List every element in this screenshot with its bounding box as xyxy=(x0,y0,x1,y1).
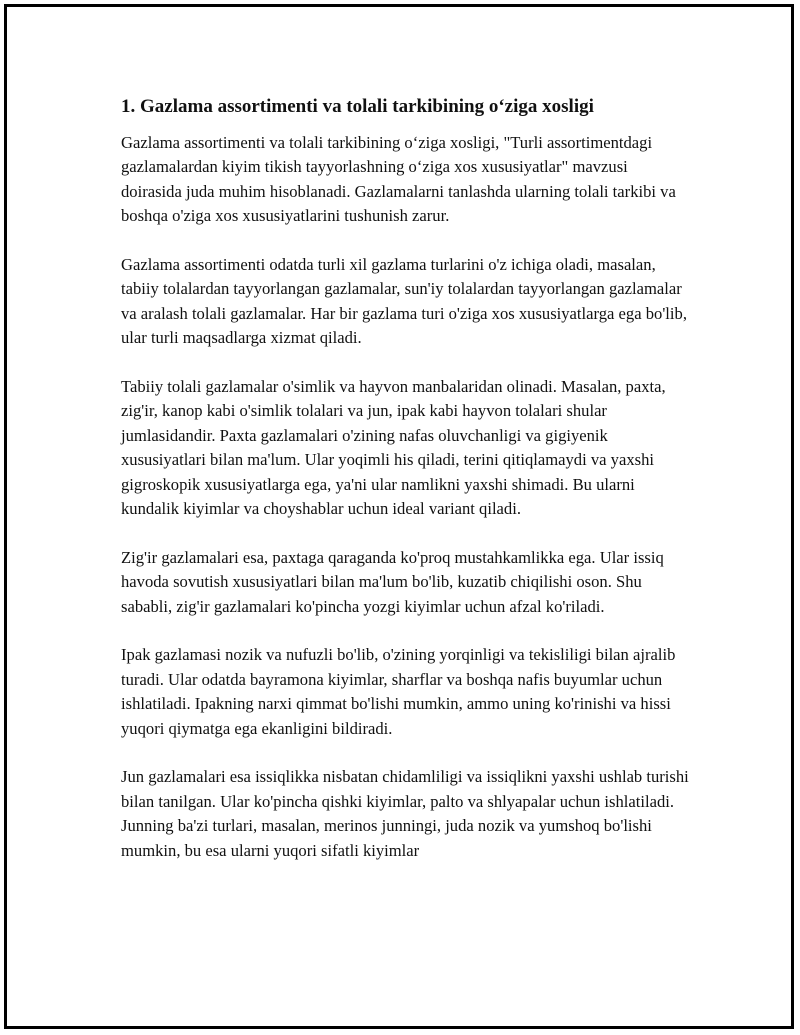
paragraph-natural-fibers: Tabiiy tolali gazlamalar o'simlik va hayvon manbalaridan olinadi. Masalan, paxta, zig'ir, kanop kabi o'simlik tolalari va jun, ipak kabi hayvon tolalari shular jumlasidandir. Paxta gazlamalari o'zining nafas oluvchanligi va gigiyenik xususiyatlari bilan ma'lum. Ular yoqimli his qiladi, terini qitiqlamaydi va yaxshi gigroskopik xususiyatlarga ega, ya'ni ular namlikni yaxshi shimadi. Bu ularni kundalik kiyimlar va choyshablar uchun ideal variant qiladi. xyxy=(121,377,666,519)
paragraph-linen: Zig'ir gazlamalari esa, paxtaga qaraganda ko'proq mustahkamlikka ega. Ular issiq havoda sovutish xususiyatlari bilan ma'lum bo'lib, kuzatib chiqilishi oson. Shu sababli, zig'ir gazlamalari ko'pincha yozgi kiyimlar uchun afzal ko'riladi. xyxy=(121,547,664,616)
document-page xyxy=(4,4,794,1029)
paragraph-intro: Gazlama assortimenti va tolali tarkibining o‘ziga xosligi, "Turli assortimentdagi gazlamalardan kiyim tikish tayyorlashning o‘ziga xos xususiyatlar" mavzusi doirasida juda muhim hisoblanadi. Gazlamalarni tanlashda ularning tolali tarkibi va boshqa o'ziga xos xususiyatlarini tushunish zarur. xyxy=(121,133,676,226)
paragraph-wool: Jun gazlamalari esa issiqlikka nisbatan chidamliligi va issiqlikni yaxshi ushlab turishi bilan tanilgan. Ular ko'pincha qishki kiyimlar, palto va shlyapalar uchun ishlatiladi. Junning ba'zi turlari, masalan, merinos junningi, juda nozik va yumshoq bo'lishi mumkin, bu esa ularni yuqori sifatli kiyimlar xyxy=(121,767,689,860)
paragraph-assortment: Gazlama assortimenti odatda turli xil gazlama turlarini o'z ichiga oladi, masalan, tabiiy tolalardan tayyorlangan gazlamalar, sun'iy tolalardan tayyorlangan gazlamalar va aralash tolali gazlamalar. Har bir gazlama turi o'ziga xos xususiyatlarga ega bo'lib, ular turli maqsadlarga xizmat qiladi. xyxy=(121,255,687,348)
section-heading: 1. Gazlama assortimenti va tolali tarkibining o‘ziga xosligi xyxy=(121,96,594,117)
document-body xyxy=(121,95,691,888)
paragraph-silk: Ipak gazlamasi nozik va nufuzli bo'lib, o'zining yorqinligi va tekisliligi bilan ajralib turadi. Ular odatda bayramona kiyimlar, sharflar va boshqa nafis buyumlar uchun ishlatiladi. Ipakning narxi qimmat bo'lishi mumkin, ammo uning ko'rinishi va hissi yuqori qiymatga ega ekanligini bildiradi. xyxy=(121,645,676,738)
